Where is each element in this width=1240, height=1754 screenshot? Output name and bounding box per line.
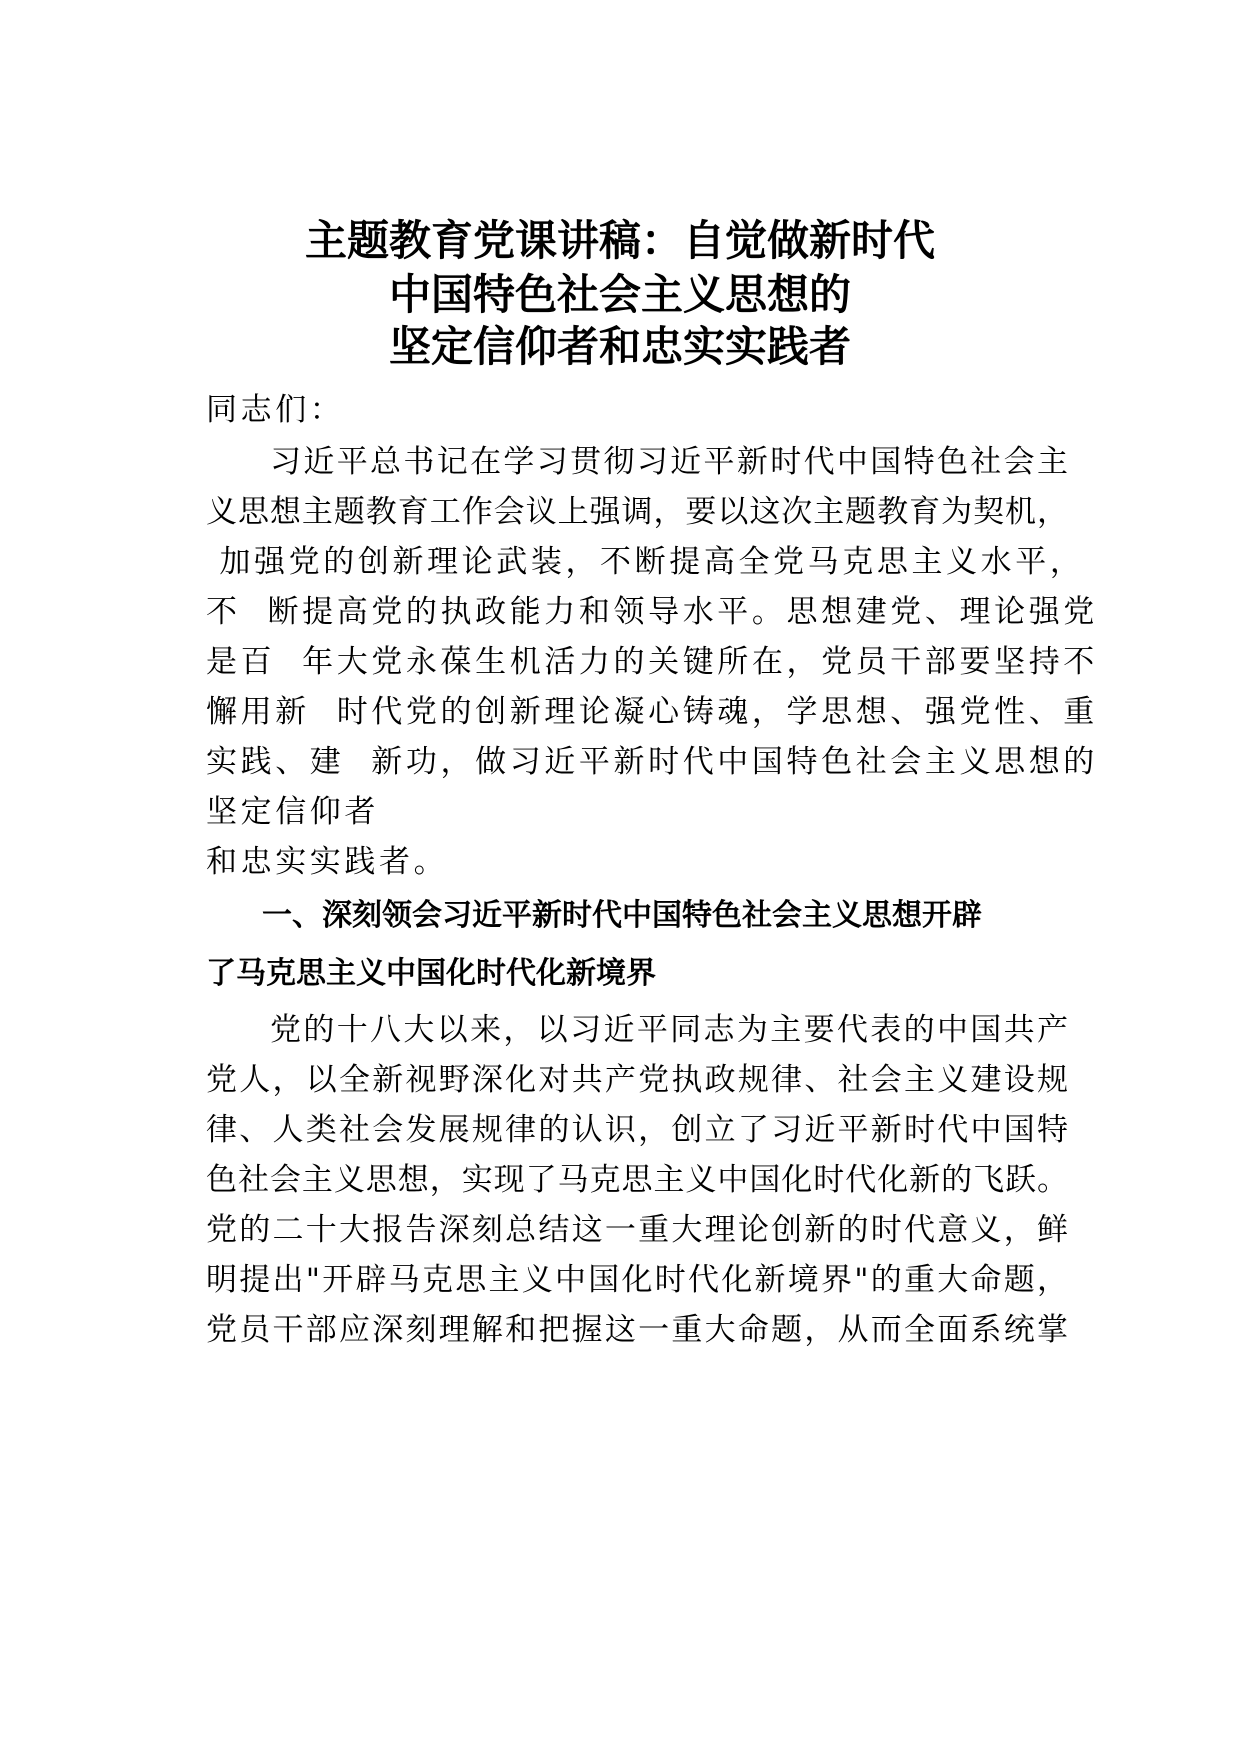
section-heading-line-2: 了马克思主义中国化时代化新境界 — [206, 956, 656, 991]
body-line: 义思想主题教育工作会议上强调，要以这次主题教育为契机， — [206, 494, 1068, 530]
body-line: 懈用新 时代党的创新理论凝心铸魂，学思想、强党性、重 — [206, 694, 1098, 730]
body-line: 加强党的创新理论武装，不断提高全党马克思主义水平， — [206, 544, 1085, 580]
body-line: 是百 年大党永葆生机活力的关键所在，党员干部要坚持不 — [206, 644, 1098, 680]
body-line: 党员干部应深刻理解和把握这一重大命题，从而全面系统掌 — [206, 1312, 1068, 1348]
body-line: 习近平总书记在学习贯彻习近平新时代中国特色社会主 — [270, 444, 1068, 480]
salutation: 同志们： — [206, 392, 345, 428]
document-title-line-2: 中国特色社会主义思想的 — [388, 270, 851, 319]
body-line: 党人，以全新视野深化对共产党执政规律、社会主义建设规 — [206, 1062, 1068, 1098]
document-title-line-1: 主题教育党课讲稿：自觉做新时代 — [304, 216, 935, 265]
body-line: 色社会主义思想，实现了马克思主义中国化时代化新的飞跃。 — [206, 1162, 1068, 1198]
body-line: 不 断提高党的执政能力和领导水平。思想建党、理论强党 — [206, 594, 1098, 630]
document-title-line-3: 坚定信仰者和忠实实践者 — [388, 322, 851, 371]
body-line: 明提出"开辟马克思主义中国化时代化新境界"的重大命题， — [206, 1262, 1068, 1298]
body-line: 党的十八大以来，以习近平同志为主要代表的中国共产 — [270, 1012, 1068, 1048]
body-line: 坚定信仰者 — [206, 794, 379, 830]
body-line: 实践、建 新功，做习近平新时代中国特色社会主义思想的 — [206, 744, 1098, 780]
section-heading-line-1: 一、深刻领会习近平新时代中国特色社会主义思想开辟 — [262, 898, 982, 933]
body-line: 和忠实实践者。 — [206, 844, 449, 880]
body-line: 律、人类社会发展规律的认识，创立了习近平新时代中国特 — [206, 1112, 1068, 1148]
body-line: 党的二十大报告深刻总结这一重大理论创新的时代意义，鲜 — [206, 1212, 1068, 1248]
